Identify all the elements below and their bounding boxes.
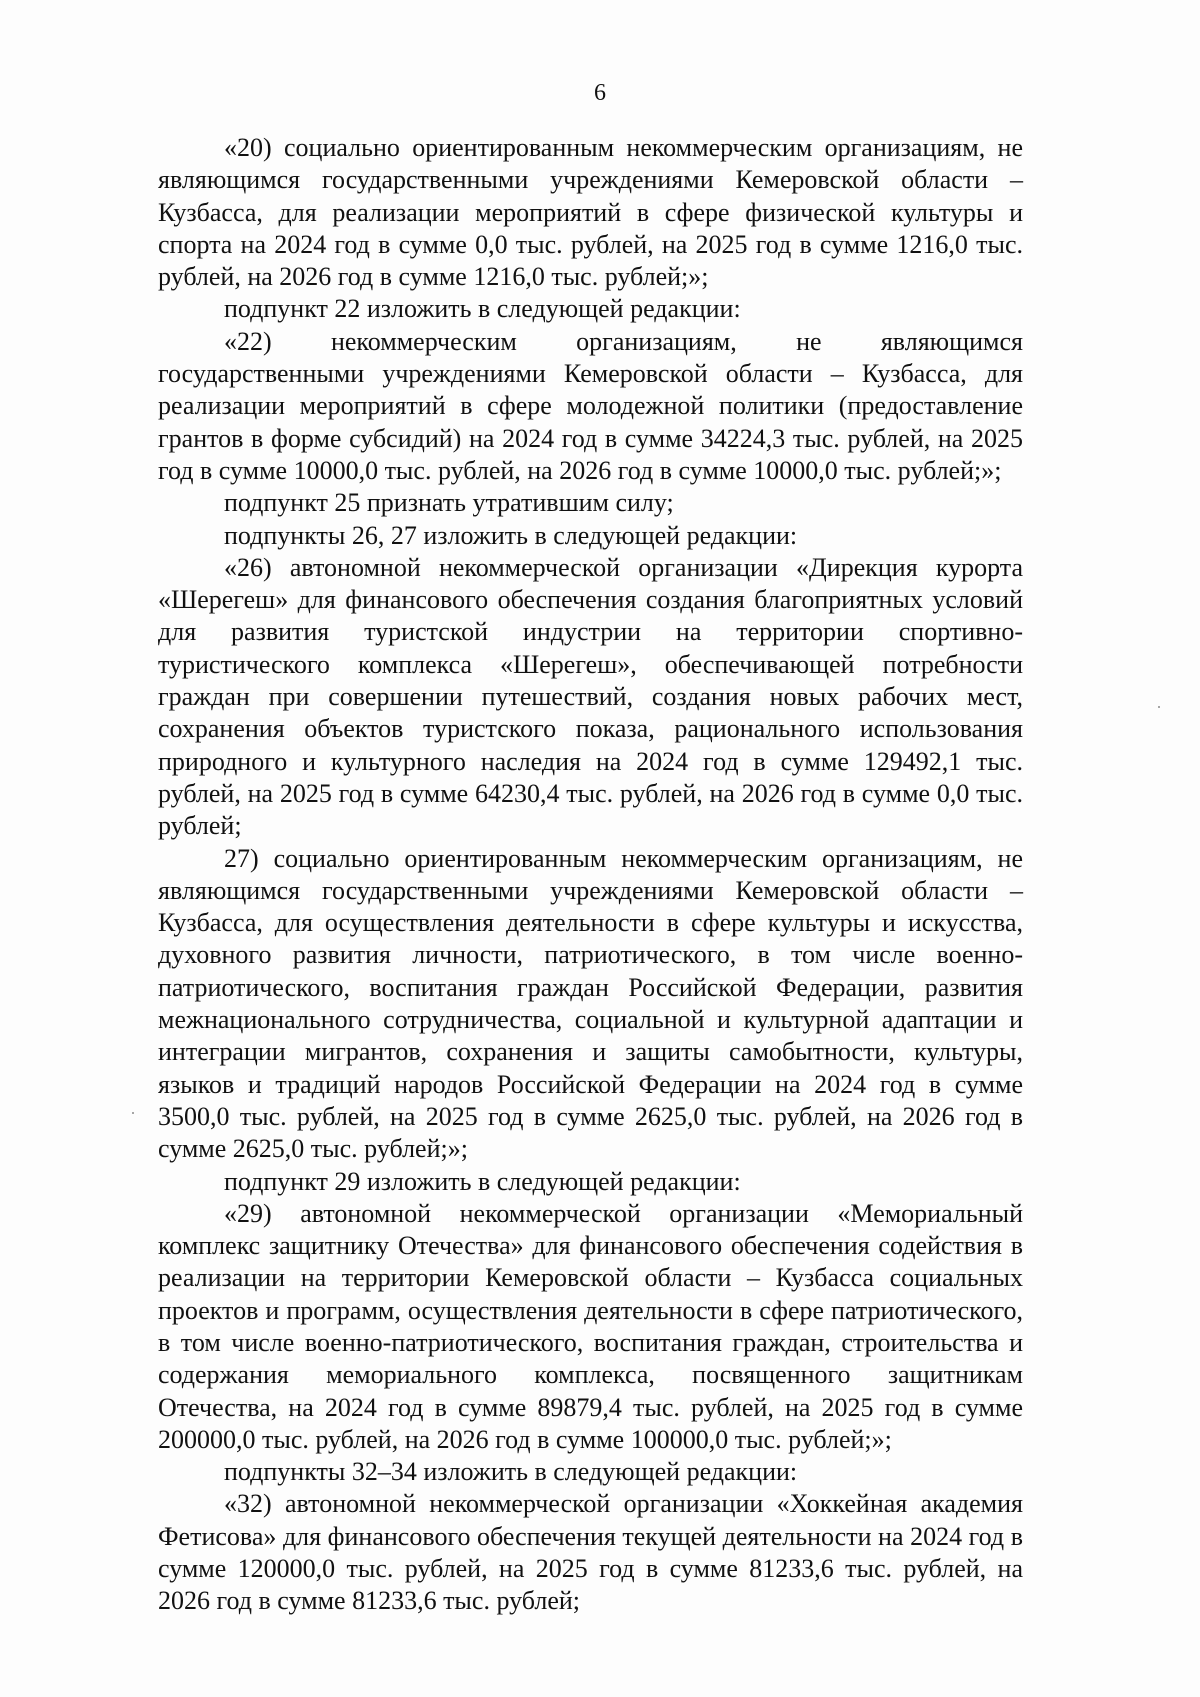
paragraph-item-20: «20) социально ориентированным некоммерческим организациям, не являющимся государственными учреждениями Кемеровской области – Кузбасса, для реализации мероприятий в сфере физической культуры и спорта на 2024 год в сумме 0,0 тыс. рублей, на 2025 год в сумме 1216,0 тыс. рублей, на 2026 год в сумме 1216,0 тыс. рублей;»; bbox=[158, 133, 1023, 292]
paragraph-item-29: «29) автономной некоммерческой организации «Мемориальный комплекс защитнику Отечества» для финансового обеспечения содействия в реализации на территории Кемеровской области – Кузбасса социальных проектов и программ, осуществления деятельности в сфере патриотического, в том числе военно-патриотического, воспитания граждан, строительства и содержания мемориального комплекса, посвященного защитникам Отечества, на 2024 год в сумме 89879,4 тыс. рублей, на 2025 год в сумме 200000,0 тыс. рублей, на 2026 год в сумме 100000,0 тыс. рублей;»; bbox=[158, 1198, 1023, 1454]
document-body bbox=[158, 132, 1023, 1618]
paragraph-instruction-25: подпункт 25 признать утратившим силу; bbox=[224, 488, 674, 518]
scan-speck bbox=[132, 1112, 134, 1114]
paragraph-instruction-22: подпункт 22 изложить в следующей редакции: bbox=[224, 294, 741, 324]
paragraph-instruction-29: подпункт 29 изложить в следующей редакции: bbox=[224, 1166, 741, 1196]
paragraph-item-32: «32) автономной некоммерческой организации «Хоккейная академия Фетисова» для финансового обеспечения текущей деятельности на 2024 год в сумме 120000,0 тыс. рублей, на 2025 год в сумме 81233,6 тыс. рублей, на 2026 год в сумме 81233,6 тыс. рублей; bbox=[158, 1489, 1023, 1616]
paragraph-instruction-26-27: подпункты 26, 27 изложить в следующей редакции: bbox=[224, 520, 798, 550]
page-number: 6 bbox=[594, 80, 606, 106]
scan-speck bbox=[1158, 706, 1160, 708]
paragraph-instruction-32-34: подпункты 32–34 изложить в следующей редакции: bbox=[224, 1457, 798, 1487]
paragraph-item-26: «26) автономной некоммерческой организации «Дирекция курорта «Шерегеш» для финансового обеспечения создания благоприятных условий для развития туристской индустрии на территории спортивно-туристического комплекса «Шерегеш», обеспечивающей потребности граждан при совершении путешествий, создания новых рабочих мест, сохранения объектов туристского показа, рационального использования природного и культурного наследия на 2024 год в сумме 129492,1 тыс. рублей, на 2025 год в сумме 64230,4 тыс. рублей, на 2026 год в сумме 0,0 тыс. рублей; bbox=[158, 552, 1023, 841]
paragraph-item-22: «22) некоммерческим организациям, не являющимся государственными учреждениями Кемеровской области – Кузбасса, для реализации мероприятий в сфере молодежной политики (предоставление грантов в форме субсидий) на 2024 год в сумме 34224,3 тыс. рублей, на 2025 год в сумме 10000,0 тыс. рублей, на 2026 год в сумме 10000,0 тыс. рублей;»; bbox=[158, 326, 1023, 485]
paragraph-item-27: 27) социально ориентированным некоммерческим организациям, не являющимся государственными учреждениями Кемеровской области – Кузбасса, для осуществления деятельности в сфере культуры и искусства, духовного развития личности, патриотического, в том числе военно-патриотического, воспитания граждан Российской Федерации, развития межнационального сотрудничества, социальной и культурной адаптации и интеграции мигрантов, сохранения и защиты самобытности, культуры, языков и традиций народов Российской Федерации на 2024 год в сумме 3500,0 тыс. рублей, на 2025 год в сумме 2625,0 тыс. рублей, на 2026 год в сумме 2625,0 тыс. рублей;»; bbox=[158, 843, 1023, 1164]
